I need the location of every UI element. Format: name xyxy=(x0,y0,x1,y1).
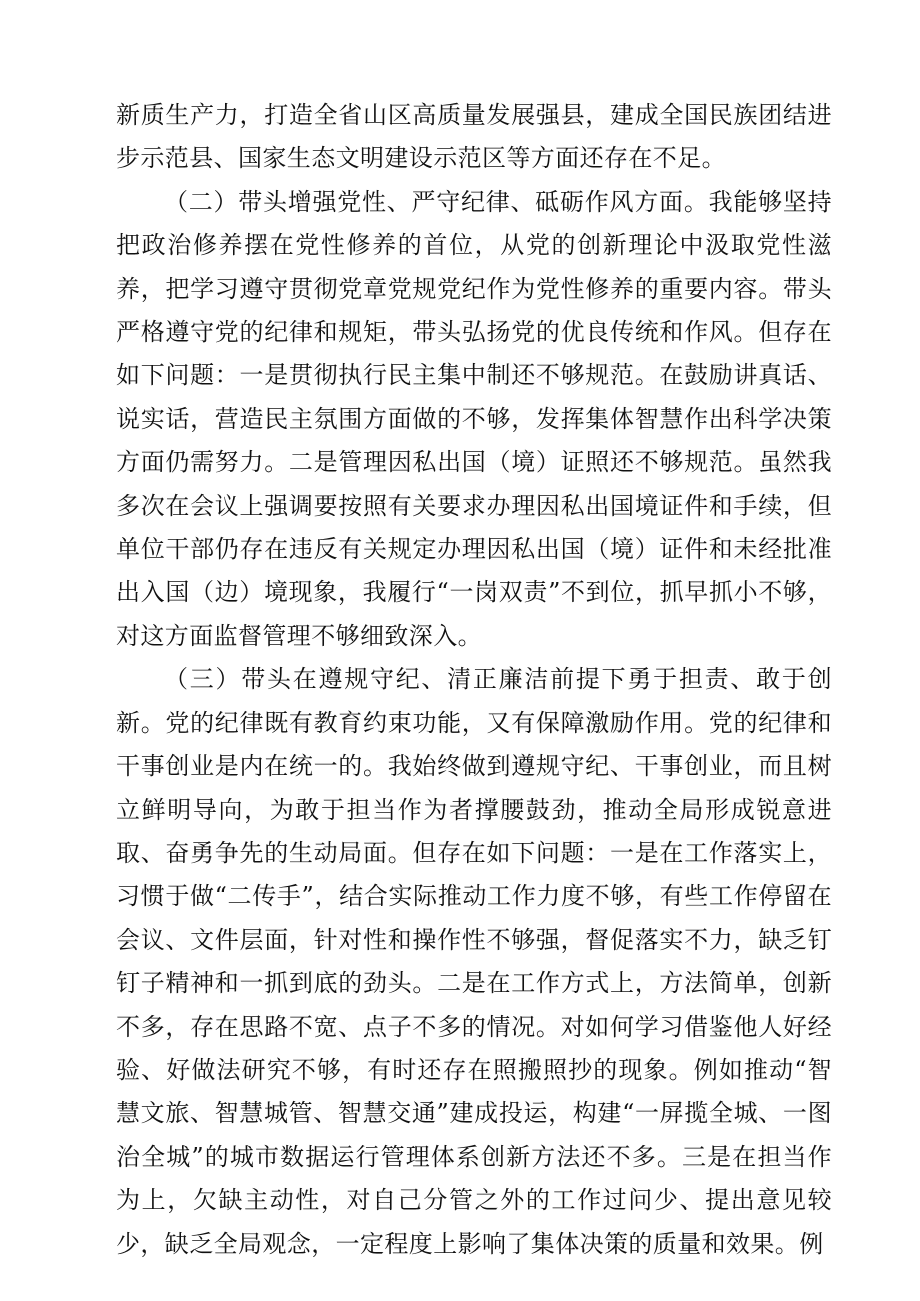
paragraph-continuation: 新质生产力，打造全省山区高质量发展强县，建成全国民族团结进步示范县、国家生态文明建设示范区等方面还存在不足。 xyxy=(116,101,832,173)
document-body xyxy=(116,94,832,1266)
paragraph-section-three: （三）带头在遵规守纪、清正廉洁前提下勇于担责、敢于创新。党的纪律既有教育约束功能，又有保障激励作用。党的纪律和干事创业是内在统一的。我始终做到遵规守纪、干事创业，而且树立鲜明导向，为敢于担当作为者撑腰鼓劲，推动全局形成锐意进取、奋勇争先的生动局面。但存在如下问题：一是在工作落实上，习惯于做“二传手”，结合实际推动工作力度不够，有些工作停留在会议、文件层面，针对性和操作性不够强，督促落实不力，缺乏钉钉子精神和一抓到底的劲头。二是在工作方式上，方法简单，创新不多，存在思路不宽、点子不多的情况。对如何学习借鉴他人好经验、好做法研究不够，有时还存在照搬照抄的现象。例如推动“智慧文旅、智慧城管、智慧交通”建成投运，构建“一屏揽全城、一图治全城”的城市数据运行管理体系创新方法还不多。三是在担当作为上，欠缺主动性，对自己分管之外的工作过问少、提出意见较少，缺乏全局观念，一定程度上影响了集体决策的质量和效果。例 xyxy=(116,665,832,1258)
paragraph-section-two: （二）带头增强党性、严守纪律、砥砺作风方面。我能够坚持把政治修养摆在党性修养的首位，从党的创新理论中汲取党性滋养，把学习遵守贯彻党章党规党纪作为党性修养的重要内容。带头严格遵守党的纪律和规矩，带头弘扬党的优良传统和作风。但存在如下问题：一是贯彻执行民主集中制还不够规范。在鼓励讲真话、说实话，营造民主氛围方面做的不够，发挥集体智慧作出科学决策方面仍需努力。二是管理因私出国（境）证照还不够规范。虽然我多次在会议上强调要按照有关要求办理因私出国境证件和手续，但单位干部仍存在违反有关规定办理因私出国（境）证件和未经批准出入国（边）境现象，我履行“一岗双责”不到位，抓早抓小不够，对这方面监督管理不够细致深入。 xyxy=(116,187,832,650)
